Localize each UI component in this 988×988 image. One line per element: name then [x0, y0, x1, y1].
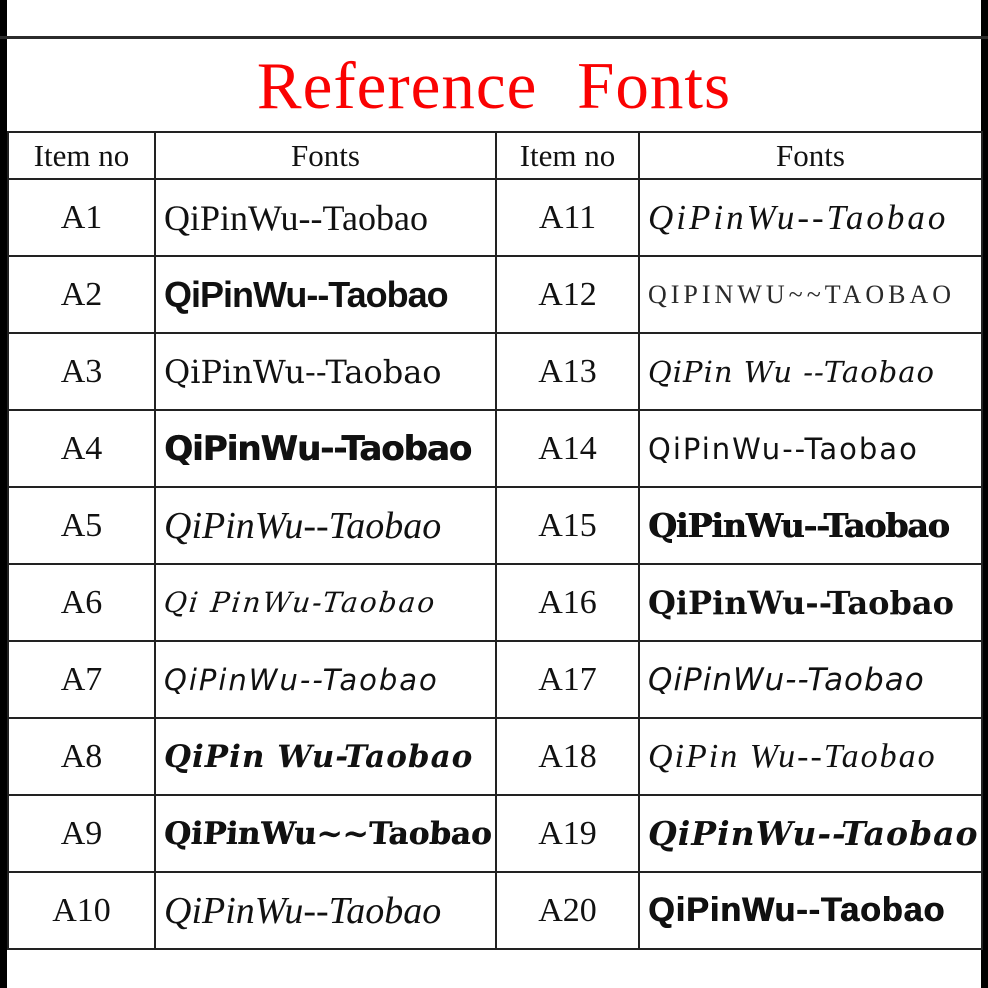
item-no-cell — [496, 718, 639, 795]
left-border-bar — [0, 0, 7, 988]
item-no-label: A14 — [538, 429, 597, 467]
font-sample-text: QiPinWu--Taobao — [164, 352, 442, 391]
item-no-label: A10 — [52, 891, 111, 929]
item-no-cell — [496, 487, 639, 564]
font-sample-text: QiPinWu--Taobao — [164, 273, 448, 315]
item-no-cell — [496, 872, 639, 949]
font-sample-text: QIPINWU~~TAOBAO — [648, 279, 956, 309]
item-no-label: A8 — [60, 737, 103, 775]
fonts-table — [7, 131, 983, 950]
font-sample-text: QiPinWu--Taobao — [648, 506, 949, 545]
font-sample-cell — [155, 564, 496, 641]
table-row — [8, 256, 982, 333]
font-sample-cell — [155, 410, 496, 487]
table-row — [8, 410, 982, 487]
item-no-cell — [8, 487, 155, 564]
font-sample-cell — [155, 872, 496, 949]
font-sample-cell — [639, 564, 982, 641]
font-sample-cell — [155, 718, 496, 795]
item-no-label: A19 — [538, 814, 597, 852]
table-row — [8, 795, 982, 872]
item-no-label: A13 — [538, 352, 597, 390]
column-header-item-no-left: Item no — [8, 132, 155, 179]
table-row — [8, 179, 982, 256]
item-no-cell — [8, 872, 155, 949]
table-row — [8, 872, 982, 949]
item-no-label: A11 — [538, 198, 597, 236]
item-no-cell — [496, 179, 639, 256]
font-sample-cell — [155, 179, 496, 256]
font-sample-text: QiPinWu--Taobao — [648, 431, 919, 466]
item-no-label: A16 — [538, 583, 597, 621]
font-sample-cell — [639, 487, 982, 564]
item-no-cell — [8, 179, 155, 256]
font-sample-cell — [155, 641, 496, 718]
font-sample-text: QiPin Wu-Taobao — [164, 738, 474, 775]
item-no-cell — [8, 410, 155, 487]
item-no-cell — [496, 410, 639, 487]
column-header-fonts-left: Fonts — [155, 132, 496, 179]
item-no-label: A4 — [60, 429, 103, 467]
font-sample-cell — [639, 872, 982, 949]
table-row — [8, 641, 982, 718]
column-header-item-no-right: Item no — [496, 132, 639, 179]
item-no-cell — [496, 641, 639, 718]
item-no-label: A15 — [538, 506, 597, 544]
item-no-label: A18 — [538, 737, 597, 775]
item-no-cell — [8, 564, 155, 641]
font-sample-text: QiPinWu--Taobao — [164, 428, 472, 469]
item-no-label: A12 — [538, 275, 597, 313]
table-row — [8, 564, 982, 641]
page-title: Reference Fonts — [256, 49, 732, 123]
font-sample-cell — [155, 795, 496, 872]
font-sample-text: QiPinWu--Taobao — [164, 504, 442, 547]
font-sample-cell — [639, 641, 982, 718]
font-sample-cell — [155, 256, 496, 333]
font-sample-cell — [639, 718, 982, 795]
item-no-label: A7 — [60, 660, 103, 698]
font-sample-cell — [155, 487, 496, 564]
column-header-fonts-right: Fonts — [639, 132, 982, 179]
item-no-label: A6 — [60, 583, 103, 621]
item-no-label: A3 — [60, 352, 103, 390]
item-no-cell — [8, 641, 155, 718]
item-no-label: A2 — [60, 275, 103, 313]
font-sample-cell — [639, 410, 982, 487]
font-sample-text: Qi PinWu-Taobao — [162, 586, 439, 619]
font-sample-cell — [639, 256, 982, 333]
font-sample-cell — [639, 179, 982, 256]
font-sample-cell — [155, 333, 496, 410]
item-no-label: A20 — [538, 891, 597, 929]
font-sample-text: QiPin Wu --Taobao — [648, 354, 935, 389]
font-sample-text: QiPinWu--Taobao — [648, 197, 949, 237]
header-row — [8, 132, 982, 179]
top-divider-line — [0, 36, 988, 39]
font-sample-text: QiPinWu--Taobao — [164, 662, 439, 697]
font-sample-cell — [639, 795, 982, 872]
font-sample-text: QiPinWu--Taobao — [164, 889, 442, 932]
font-sample-text: QiPinWu--Taobao — [164, 197, 428, 238]
item-no-label: A5 — [60, 506, 103, 544]
font-sample-text: QiPinWu--Taobao — [648, 661, 925, 698]
item-no-cell — [496, 564, 639, 641]
font-sample-text: QiPinWu--Taobao — [648, 891, 946, 929]
item-no-label: A1 — [60, 198, 103, 236]
font-sample-text: QiPinWu--Taobao — [648, 814, 979, 853]
item-no-label: A17 — [538, 660, 597, 698]
item-no-cell — [8, 333, 155, 410]
item-no-cell — [496, 795, 639, 872]
item-no-cell — [496, 333, 639, 410]
table-row — [8, 333, 982, 410]
font-sample-cell — [639, 333, 982, 410]
table-row — [8, 718, 982, 795]
item-no-cell — [496, 256, 639, 333]
font-sample-text: QiPin Wu--Taobao — [648, 737, 937, 775]
item-no-cell — [8, 718, 155, 795]
item-no-cell — [8, 795, 155, 872]
font-sample-text: QiPinWu--Taobao — [648, 583, 954, 622]
item-no-label: A9 — [60, 814, 103, 852]
font-sample-text: QiPinWu~~Taobao — [162, 815, 494, 852]
table-row — [8, 487, 982, 564]
item-no-cell — [8, 256, 155, 333]
